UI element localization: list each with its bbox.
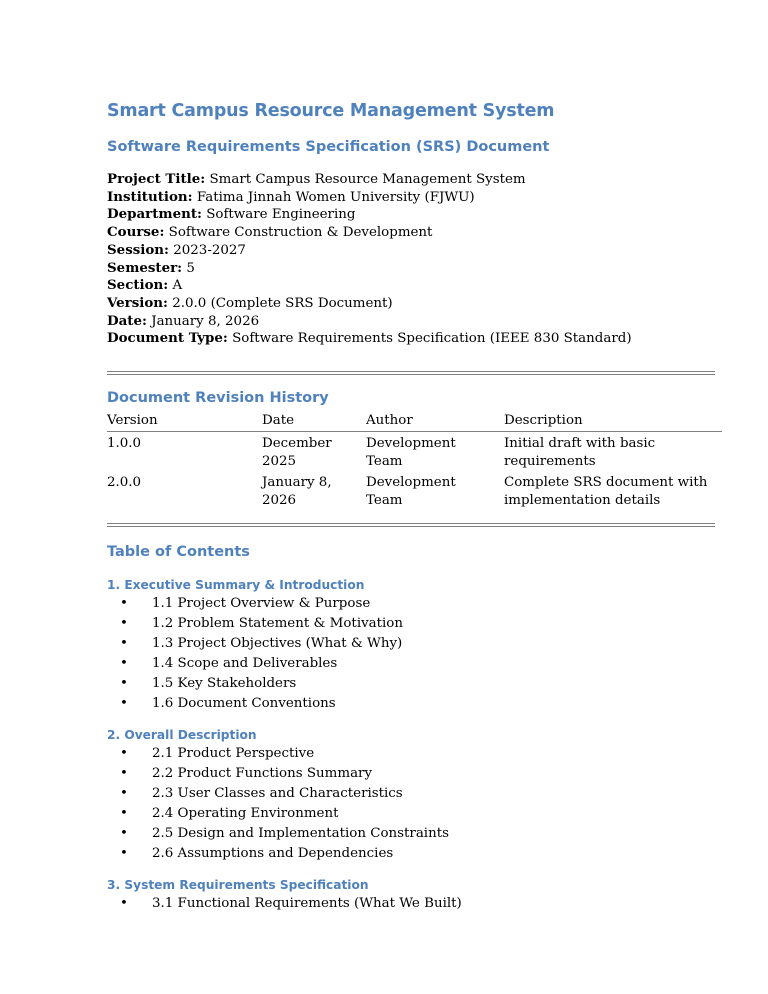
toc-section xyxy=(107,878,462,914)
meta-value: Fatima Jinnah Women University (FJWU) xyxy=(196,189,475,205)
cell-description-line: Initial draft with basic xyxy=(504,435,656,451)
revision-history-table xyxy=(107,412,722,510)
meta-label: Date: xyxy=(107,312,147,329)
revision-history-heading: Document Revision History xyxy=(107,390,329,406)
toc-item[interactable]: • 2.6 Assumptions and Dependencies xyxy=(107,844,449,864)
meta-value: Software Engineering xyxy=(206,207,356,223)
meta-value: 5 xyxy=(186,260,195,276)
toc-item[interactable]: • 1.4 Scope and Deliverables xyxy=(107,654,403,674)
meta-row xyxy=(107,260,632,278)
meta-row xyxy=(107,171,632,189)
cell-description-line: Complete SRS document with xyxy=(504,475,708,491)
toc-section-title[interactable]: 1. Executive Summary & Introduction xyxy=(107,578,365,592)
toc-item[interactable]: • 2.2 Product Functions Summary xyxy=(107,764,449,784)
cell-author xyxy=(366,474,504,510)
section-divider xyxy=(107,523,715,527)
meta-label: Section: xyxy=(107,277,169,294)
cell-version: 1.0.0 xyxy=(107,435,142,451)
meta-row xyxy=(107,189,632,207)
meta-label: Institution: xyxy=(107,188,193,205)
meta-row xyxy=(107,242,632,260)
column-header-date: Date xyxy=(262,413,295,428)
cell-date-line: January 8, xyxy=(262,475,332,491)
table-row xyxy=(107,432,722,471)
toc-item[interactable]: • 2.1 Product Perspective xyxy=(107,744,449,764)
meta-value: 2023-2027 xyxy=(173,242,246,258)
meta-label: Version: xyxy=(107,294,168,311)
meta-row xyxy=(107,295,632,313)
meta-row xyxy=(107,277,632,295)
meta-value: Software Construction & Development xyxy=(168,225,433,241)
meta-value: Software Requirements Specification (IEEE 830 Standard) xyxy=(232,331,632,347)
toc-item[interactable]: • 1.6 Document Conventions xyxy=(107,694,403,714)
toc-section-title[interactable]: 2. Overall Description xyxy=(107,728,257,742)
meta-row xyxy=(107,330,632,348)
column-header-version: Version xyxy=(107,413,158,428)
meta-label: Project Title: xyxy=(107,171,206,187)
cell-description xyxy=(504,435,722,471)
cell-date-line: 2026 xyxy=(262,493,297,509)
meta-row xyxy=(107,224,632,242)
meta-value: January 8, 2026 xyxy=(151,313,260,329)
toc-item[interactable]: • 3.1 Functional Requirements (What We Built) xyxy=(107,894,462,914)
project-metadata xyxy=(107,171,632,348)
toc-item[interactable]: • 1.1 Project Overview & Purpose xyxy=(107,594,403,614)
toc-section xyxy=(107,578,403,714)
cell-date xyxy=(262,435,366,471)
meta-label: Department: xyxy=(107,206,202,223)
toc-list xyxy=(107,894,462,914)
cell-date-line: December xyxy=(262,435,332,451)
cell-author-line: Team xyxy=(366,493,403,509)
cell-author xyxy=(366,435,504,471)
section-divider xyxy=(107,371,715,375)
meta-label: Semester: xyxy=(107,259,183,276)
toc-heading: Table of Contents xyxy=(107,544,250,560)
cell-description-line: requirements xyxy=(504,453,596,469)
meta-row xyxy=(107,206,632,224)
meta-value: A xyxy=(172,278,183,294)
column-header-author: Author xyxy=(366,413,413,428)
cell-date xyxy=(262,474,366,510)
cell-description-line: implementation details xyxy=(504,493,661,509)
toc-section xyxy=(107,728,449,864)
cell-description xyxy=(504,474,722,510)
cell-author-line: Development xyxy=(366,435,456,451)
toc-item[interactable]: • 1.3 Project Objectives (What & Why) xyxy=(107,634,403,654)
table-header-row xyxy=(107,412,722,432)
meta-row xyxy=(107,313,632,331)
meta-label: Document Type: xyxy=(107,330,228,347)
cell-author-line: Development xyxy=(366,475,456,491)
toc-list xyxy=(107,594,403,714)
table-row xyxy=(107,470,722,510)
meta-label: Session: xyxy=(107,241,169,258)
document-subtitle: Software Requirements Specification (SRS) Document xyxy=(107,139,550,155)
toc-list xyxy=(107,744,449,864)
column-header-description: Description xyxy=(504,413,583,428)
toc-item[interactable]: • 1.2 Problem Statement & Motivation xyxy=(107,614,403,634)
cell-version: 2.0.0 xyxy=(107,475,142,491)
meta-value: Smart Campus Resource Management System xyxy=(209,172,526,187)
meta-value: 2.0.0 (Complete SRS Document) xyxy=(172,295,393,311)
cell-author-line: Team xyxy=(366,453,403,469)
meta-label: Course: xyxy=(107,224,165,241)
toc-item[interactable]: • 2.5 Design and Implementation Constraints xyxy=(107,824,449,844)
toc-item[interactable]: • 2.4 Operating Environment xyxy=(107,804,449,824)
document-title: Smart Campus Resource Management System xyxy=(107,101,555,121)
toc-item[interactable]: • 1.5 Key Stakeholders xyxy=(107,674,403,694)
toc-item[interactable]: • 2.3 User Classes and Characteristics xyxy=(107,784,449,804)
cell-date-line: 2025 xyxy=(262,453,297,469)
toc-section-title[interactable]: 3. System Requirements Specification xyxy=(107,878,369,892)
